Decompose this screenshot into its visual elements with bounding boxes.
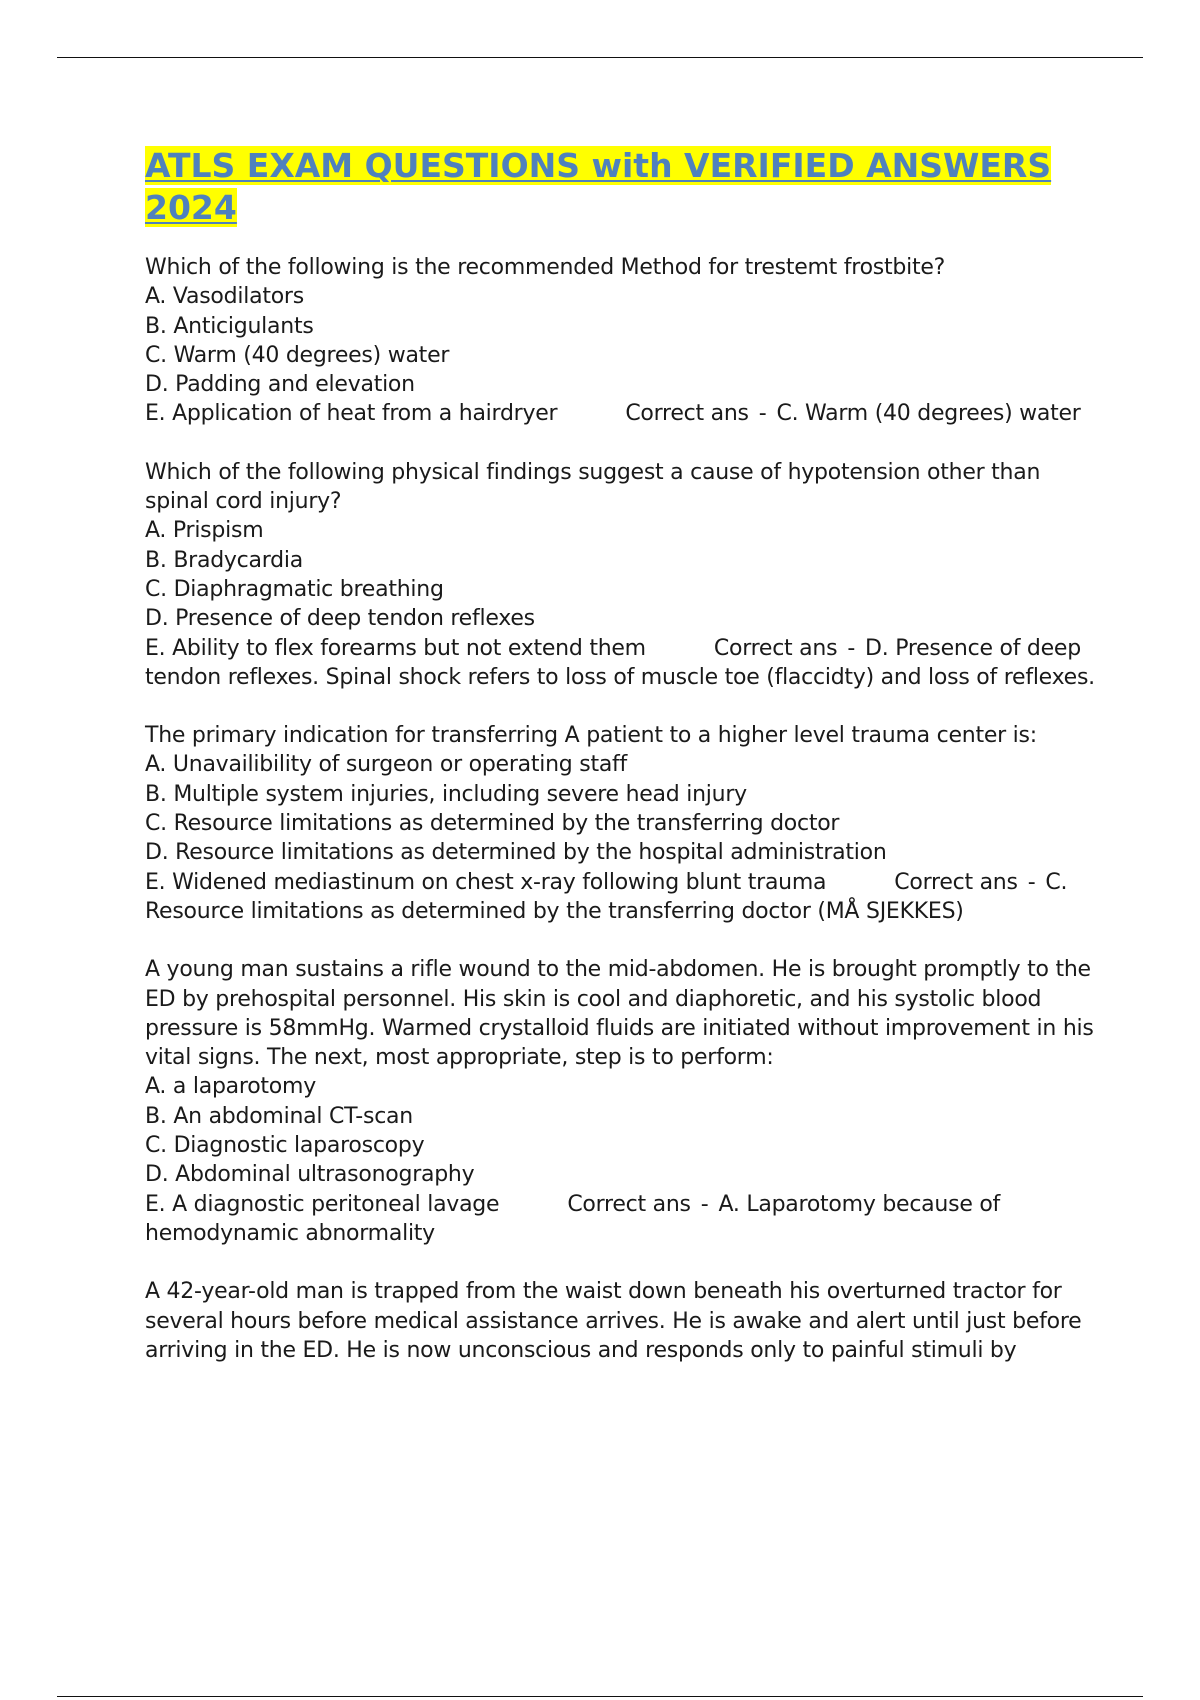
answer-option: A. Unavailibility of surgeon or operating staff: [145, 752, 628, 778]
answer-line: [145, 634, 1105, 693]
answer-option: D. Abdominal ultrasonography: [145, 1162, 475, 1188]
correct-answer-label: Correct ans: [567, 1191, 691, 1217]
question-block-2: [145, 458, 1105, 692]
question-stem: A 42-year-old man is trapped from the waist down beneath his overturned tractor for several hours before medical assistance arrives. He is awake and alert until just before arriving in the ED. He is now unconscious and responds only to painful stimuli by: [145, 1279, 1082, 1363]
answer-option: E. A diagnostic peritoneal lavage: [145, 1191, 500, 1217]
answer-option: C. Diaphragmatic breathing: [145, 576, 444, 602]
answer-option: D. Padding and elevation: [145, 372, 415, 398]
answer-separator: -: [1027, 869, 1036, 895]
answer-separator: -: [847, 635, 856, 661]
document-title: [145, 145, 1105, 229]
question-stem: The primary indication for transferring A patient to a higher level trauma center is:: [145, 723, 1037, 749]
answer-option: B. Anticigulants: [145, 313, 314, 339]
answer-separator: -: [700, 1191, 709, 1217]
document-title-text: ATLS EXAM QUESTIONS with VERIFIED ANSWERS 2024: [145, 146, 1052, 227]
answer-option: B. Multiple system injuries, including severe head injury: [145, 781, 747, 807]
correct-answer-text: A. Laparotomy because of hemodynamic abnormality: [145, 1191, 1001, 1246]
answer-option: C. Resource limitations as determined by the transferring doctor: [145, 811, 840, 837]
answer-option: E. Application of heat from a hairdryer: [145, 401, 558, 427]
answer-option: D. Presence of deep tendon reflexes: [145, 606, 535, 632]
answer-option: A. a laparotomy: [145, 1074, 316, 1100]
answer-option: E. Widened mediastinum on chest x-ray following blunt trauma: [145, 869, 827, 895]
header-rule: [57, 57, 1143, 58]
correct-answer-label: Correct ans: [894, 869, 1018, 895]
answer-option: E. Ability to flex forearms but not extend them: [145, 635, 646, 661]
answer-option: D. Resource limitations as determined by the hospital administration: [145, 840, 887, 866]
answer-option: C. Warm (40 degrees) water: [145, 342, 450, 368]
answer-line: [145, 1190, 1105, 1249]
question-stem: Which of the following physical findings suggest a cause of hypotension other than spinal cord injury?: [145, 459, 1041, 515]
answer-line: [145, 868, 1105, 927]
answer-option: B. An abdominal CT-scan: [145, 1103, 413, 1129]
answer-option: C. Diagnostic laparoscopy: [145, 1133, 425, 1159]
answer-option: B. Bradycardia: [145, 547, 303, 573]
answer-line: [145, 399, 1105, 428]
answer-separator: -: [758, 401, 767, 427]
question-block-5: [145, 1277, 1105, 1365]
answer-option: A. Prispism: [145, 518, 264, 544]
correct-answer-text: C. Warm (40 degrees) water: [776, 401, 1081, 427]
correct-answer-label: Correct ans: [625, 401, 749, 427]
question-block-4: [145, 955, 1105, 1248]
question-block-3: [145, 721, 1105, 926]
answer-option: A. Vasodilators: [145, 284, 304, 310]
correct-answer-text: D. Presence of deep tendon reflexes. Spinal shock refers to loss of muscle toe (flaccidty) and loss of reflexes.: [145, 635, 1095, 690]
footer-rule: [57, 1696, 1143, 1697]
question-stem: A young man sustains a rifle wound to the mid-abdomen. He is brought promptly to the ED by prehospital personnel. His skin is cool and diaphoretic, and his systolic blood pressure is 58mmHg. Warmed crystalloid fluids are initiated without improvement in his vital signs. The next, most appropriate, step is to perform:: [145, 957, 1094, 1071]
document-body: [145, 145, 1105, 1394]
question-stem: Which of the following is the recommended Method for trestemt frostbite?: [145, 255, 946, 280]
question-block-1: [145, 253, 1105, 429]
correct-answer-label: Correct ans: [713, 635, 838, 661]
correct-answer-text: C. Resource limitations as determined by the transferring doctor (MÅ SJEKKES): [145, 869, 1068, 924]
